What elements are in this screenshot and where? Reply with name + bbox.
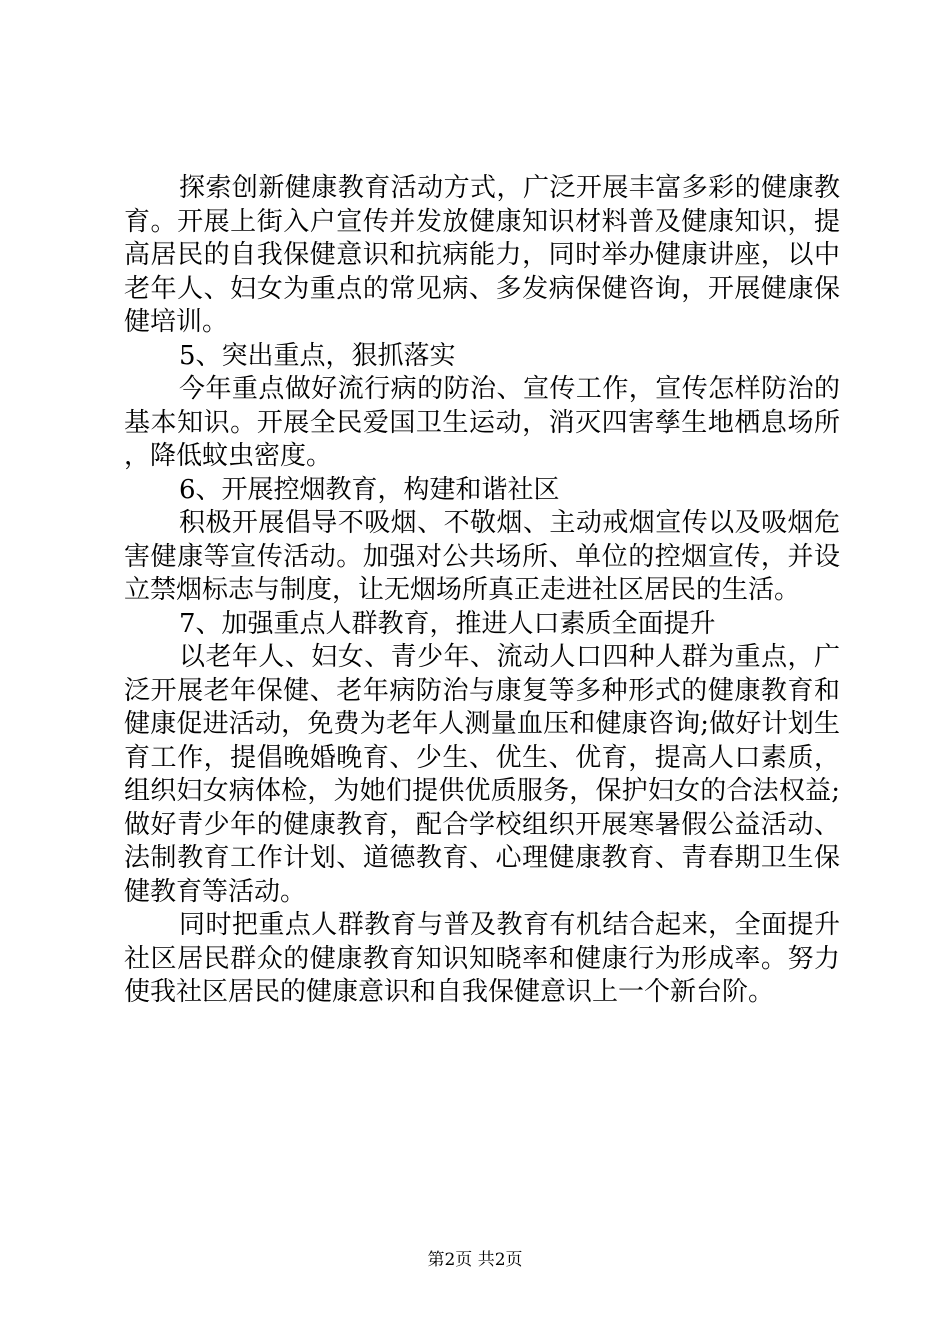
paragraph-key-groups: 以老年人、妇女、青少年、流动人口四种人群为重点，广泛开展老年保健、老年病防治与康复等多种形式的健康教育和健康促进活动，免费为老年人测量血压和健康咨询;做好计划生育工作，提倡晚婚晚育、少生、优生、优育，提高人口素质，组织妇女病体检，为她们提供优质服务，保护妇女的合法权益;做好青少年的健康教育，配合学校组织开展寒暑假公益活动、法制教育工作计划、道德教育、心理健康教育、青春期卫生保健教育等活动。: [124, 642, 840, 907]
section-heading-5: 5、突出重点，狠抓落实: [179, 340, 456, 371]
paragraph-disease-prevention: 今年重点做好流行病的防治、宣传工作，宣传怎样防治的基本知识。开展全民爱国卫生运动，消灭四害孳生地栖息场所，降低蚊虫密度。: [124, 374, 840, 471]
page-number-footer: 第2页 共2页: [427, 1250, 523, 1270]
paragraph-conclusion: 同时把重点人群教育与普及教育有机结合起来，全面提升社区居民群众的健康教育知识知晓率和健康行为形成率。努力使我社区居民的健康意识和自我保健意识上一个新台阶。: [124, 910, 840, 1007]
section-heading-7: 7、加强重点人群教育，推进人口素质全面提升: [179, 608, 716, 639]
document-body: [124, 172, 840, 1010]
section-heading-6: 6、开展控烟教育，构建和谐社区: [179, 474, 560, 505]
paragraph-health-activities: 探索创新健康教育活动方式，广泛开展丰富多彩的健康教育。开展上街入户宣传并发放健康知识材料普及健康知识，提高居民的自我保健意识和抗病能力，同时举办健康讲座，以中老年人、妇女为重点的常见病、多发病保健咨询，开展健康保健培训。: [124, 173, 840, 337]
paragraph-smoking-control: 积极开展倡导不吸烟、不敬烟、主动戒烟宣传以及吸烟危害健康等宣传活动。加强对公共场所、单位的控烟宣传，并设立禁烟标志与制度，让无烟场所真正走进社区居民的生活。: [124, 508, 840, 605]
